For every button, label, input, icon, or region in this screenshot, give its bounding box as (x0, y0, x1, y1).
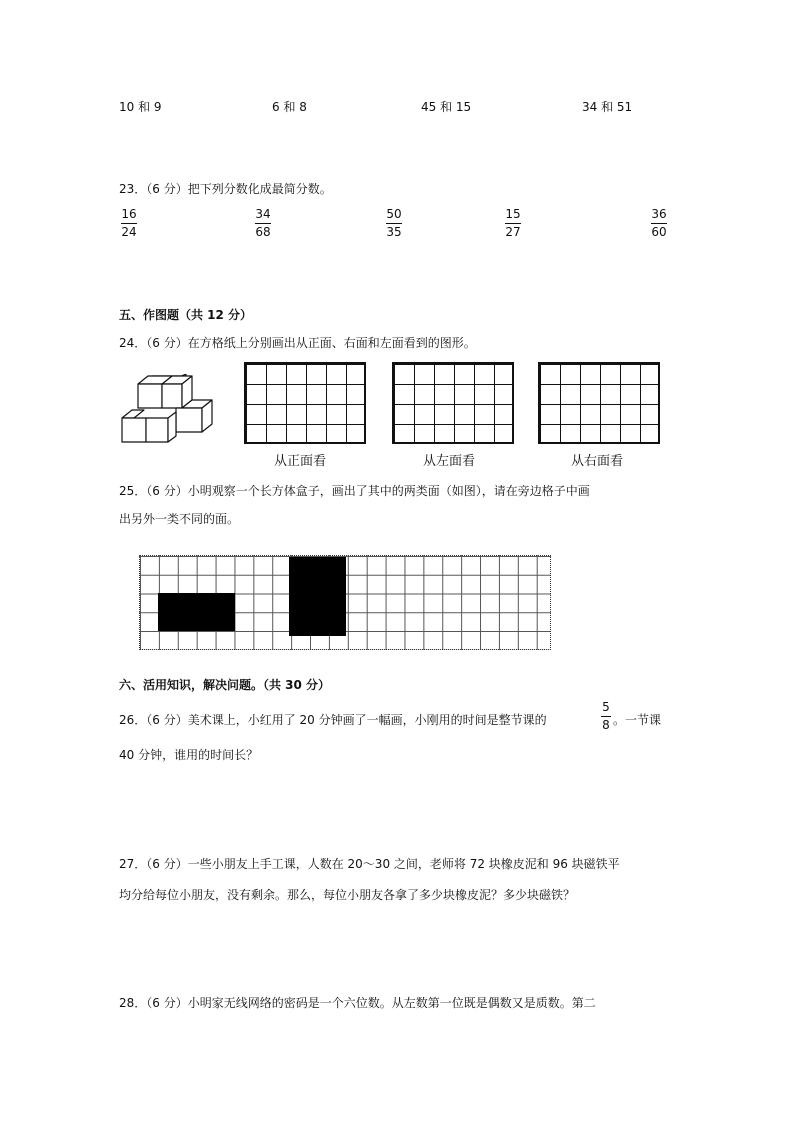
q27-line1: 27．（6 分）一些小朋友上手工课，人数在 20～30 之间，老师将 72 块橡皮泥和 96 块磁铁平 (119, 857, 620, 871)
section-5-heading: 五、作图题（共 12 分） (119, 308, 253, 322)
q28-line1: 28．（6 分）小明家无线网络的密码是一个六位数。从左数第一位既是偶数又是质数。第二 (119, 996, 596, 1010)
q25-line2: 出另外一类不同的面。 (119, 512, 240, 526)
box-face-2 (289, 557, 346, 636)
fraction-4 (505, 207, 521, 239)
fraction-3-num: 50 (386, 207, 402, 221)
pair-3: 45 和 15 (421, 100, 472, 114)
q26-fraction-den: 8 (602, 718, 610, 732)
fraction-2-num: 34 (255, 207, 271, 221)
pair-2: 6 和 8 (272, 100, 307, 114)
q26-line1-b: 。一节课 (613, 713, 662, 727)
fraction-4-num: 15 (505, 207, 521, 221)
fraction-3 (386, 207, 402, 239)
q23-text: 23．（6 分）把下列分数化成最简分数。 (119, 182, 332, 196)
caption-front: 从正面看 (274, 454, 327, 469)
q25-line1: 25．（6 分）小明观察一个长方体盒子，画出了其中的两类面（如图），请在旁边格子中画 (119, 484, 590, 498)
fraction-5-num: 36 (651, 207, 667, 221)
right-view-grid[interactable] (538, 362, 660, 444)
box-face-1 (158, 593, 235, 631)
q27-line2: 均分给每位小朋友，没有剩余。那么，每位小朋友各拿了多少块橡皮泥？多少块磁铁？ (119, 888, 576, 902)
q26-line1-a: 26．（6 分）美术课上，小红用了 20 分钟画了一幅画，小刚用的时间是整节课的 (119, 713, 547, 727)
cube-stack-figure (120, 374, 215, 444)
front-view-grid[interactable] (244, 362, 366, 444)
fraction-5-den: 60 (651, 225, 667, 239)
q26-line2: 40 分钟，谁用的时间长？ (119, 748, 259, 762)
fraction-4-den: 27 (505, 225, 521, 239)
pair-4: 34 和 51 (582, 100, 633, 114)
fraction-1-num: 16 (121, 207, 137, 221)
pair-1: 10 和 9 (119, 100, 162, 114)
fraction-5 (651, 207, 667, 239)
q24-text: 24．（6 分）在方格纸上分别画出从正面、右面和左面看到的图形。 (119, 336, 476, 350)
fraction-2 (255, 207, 271, 239)
caption-left: 从左面看 (423, 454, 476, 469)
fraction-1-den: 24 (121, 225, 137, 239)
q26-fraction-num: 5 (602, 700, 610, 714)
fraction-3-den: 35 (386, 225, 402, 239)
q26-fraction (601, 700, 611, 732)
fraction-1 (121, 207, 137, 239)
fraction-2-den: 68 (255, 225, 271, 239)
left-view-grid[interactable] (392, 362, 514, 444)
section-6-heading: 六、活用知识，解决问题。（共 30 分） (119, 678, 331, 692)
caption-right: 从右面看 (571, 454, 624, 469)
